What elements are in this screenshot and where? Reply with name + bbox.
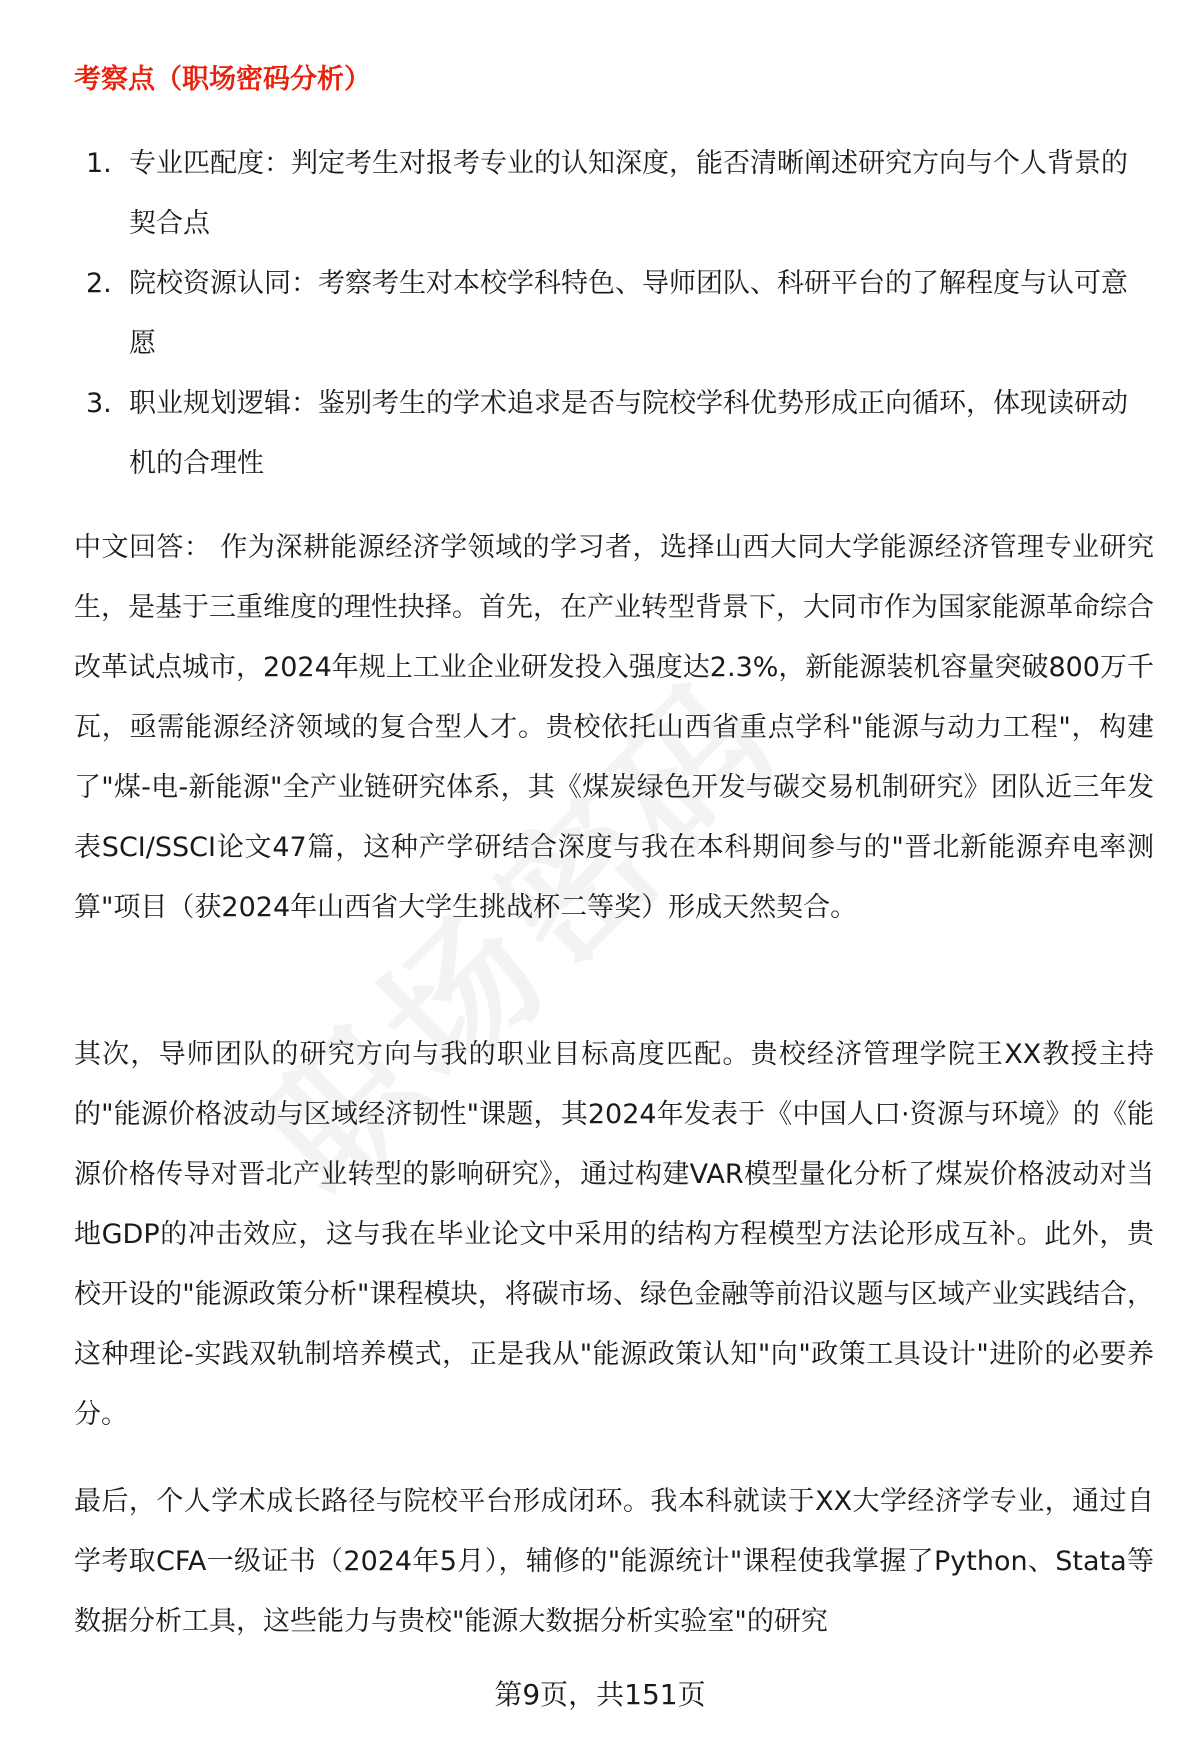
page-number: 第9页，共151页 [494, 1678, 706, 1711]
answer-paragraph-1: 中文回答： 作为深耕能源经济学领域的学习者，选择山西大同大学能源经济管理专业研究生，是基于三重维度的理性抉择。首先，在产业转型背景下，大同市作为国家能源革命综合改革试点城市，2024年规上工业企业研发投入强度达2.3%，新能源装机容量突破800万千瓦，亟需能源经济领域的复合型人才。贵校依托山西省重点学科"能源与动力工程"，构建了"煤-电-新能源"全产业链研究体系，其《煤炭绿色开发与碳交易机制研究》团队近三年发表SCI/SSCI论文47篇，这种产学研结合深度与我在本科期间参与的"晋北新能源弃电率测算"项目（获2024年山西省大学生挑战杯二等奖）形成天然契合。 [74, 532, 1154, 923]
criteria-item [74, 134, 1154, 254]
section-heading: 考察点（职场密码分析） [74, 64, 371, 95]
criteria-text: 职业规划逻辑：鉴别考生的学术追求是否与院校学科优势形成正向循环，体现读研动机的合理性 [129, 388, 1128, 479]
criteria-text: 专业匹配度：判定考生对报考专业的认知深度，能否清晰阐述研究方向与个人背景的契合点 [129, 148, 1128, 239]
criteria-number: 2. [86, 268, 112, 299]
criteria-number: 1. [86, 148, 112, 179]
answer-paragraph-3: 最后，个人学术成长路径与院校平台形成闭环。我本科就读于XX大学经济学专业，通过自学考取CFA一级证书（2024年5月），辅修的"能源统计"课程使我掌握了Python、Stata等数据分析工具，这些能力与贵校"能源大数据分析实验室"的研究 [74, 1486, 1154, 1637]
criteria-list [74, 134, 1154, 494]
answer-paragraph-2: 其次，导师团队的研究方向与我的职业目标高度匹配。贵校经济管理学院王XX教授主持的"能源价格波动与区域经济韧性"课题，其2024年发表于《中国人口·资源与环境》的《能源价格传导对晋北产业转型的影响研究》，通过构建VAR模型量化分析了煤炭价格波动对当地GDP的冲击效应，这与我在毕业论文中采用的结构方程模型方法论形成互补。此外，贵校开设的"能源政策分析"课程模块，将碳市场、绿色金融等前沿议题与区域产业实践结合，这种理论-实践双轨制培养模式，正是我从"能源政策认知"向"政策工具设计"进阶的必要养分。 [74, 1039, 1154, 1430]
criteria-text: 院校资源认同：考察考生对本校学科特色、导师团队、科研平台的了解程度与认可意愿 [129, 268, 1128, 359]
criteria-number: 3. [86, 388, 112, 419]
criteria-item [74, 254, 1154, 374]
criteria-item [74, 374, 1154, 494]
